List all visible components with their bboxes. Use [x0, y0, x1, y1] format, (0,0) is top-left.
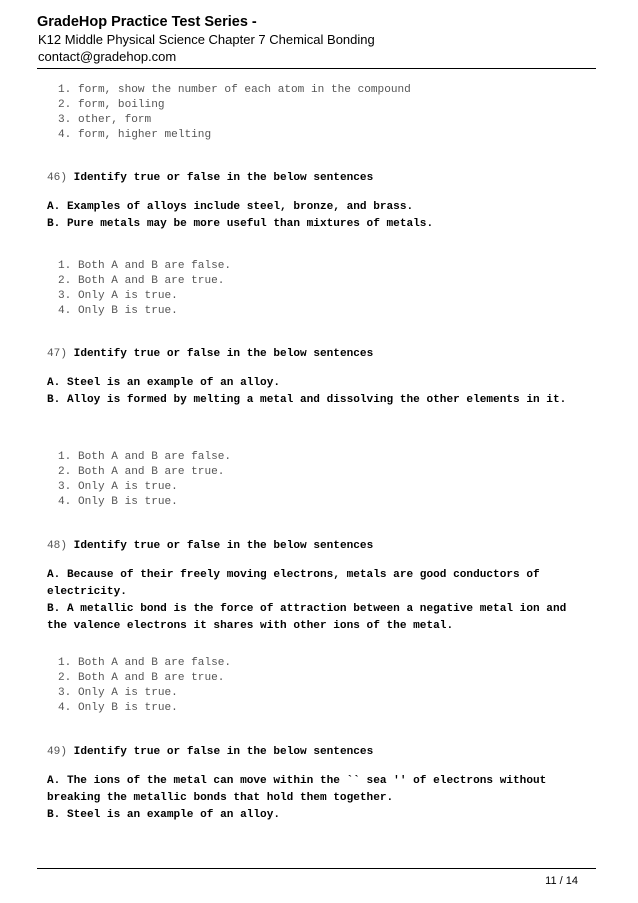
statement-b: B. Pure metals may be more useful than mixtures of metals.	[47, 218, 434, 230]
question-number: 49)	[47, 746, 67, 758]
header-rule	[37, 68, 596, 69]
option-item: 4. Only B is true.	[58, 305, 178, 317]
option-item: 4. form, higher melting	[58, 129, 212, 141]
header-subtitle: K12 Middle Physical Science Chapter 7 Chemical Bonding	[38, 32, 375, 47]
page-header	[37, 13, 597, 65]
question-47-options	[58, 450, 231, 510]
statement-a: A. Because of their freely moving electrons, metals are good conductors of electricity.	[47, 569, 540, 598]
question-48-statements	[47, 567, 582, 635]
statement-a: A. Examples of alloys include steel, bronze, and brass.	[47, 201, 414, 213]
question-46-statements	[47, 199, 582, 233]
option-item: 2. Both A and B are true.	[58, 672, 225, 684]
previous-question-options	[58, 83, 411, 143]
option-item: 3. Only A is true.	[58, 290, 178, 302]
page-number: 11 / 14	[545, 875, 578, 887]
question-47-heading	[47, 347, 373, 362]
statement-a: A. Steel is an example of an alloy.	[47, 377, 281, 389]
option-item: 4. Only B is true.	[58, 702, 178, 714]
question-48-options	[58, 656, 231, 716]
statement-b: B. Steel is an example of an alloy.	[47, 809, 281, 821]
option-item: 1. Both A and B are false.	[58, 451, 232, 463]
option-item: 2. Both A and B are true.	[58, 275, 225, 287]
option-item: 3. Only A is true.	[58, 481, 178, 493]
header-title: GradeHop Practice Test Series -	[37, 14, 257, 30]
question-46-heading	[47, 171, 373, 186]
question-49-statements	[47, 773, 582, 824]
option-item: 4. Only B is true.	[58, 496, 178, 508]
option-item: 1. Both A and B are false.	[58, 260, 232, 272]
option-item: 1. Both A and B are false.	[58, 657, 232, 669]
option-item: 3. other, form	[58, 114, 152, 126]
option-item: 3. Only A is true.	[58, 687, 178, 699]
statement-a: A. The ions of the metal can move within the `` sea '' of electrons without breaking the metallic bonds that hold them together.	[47, 775, 547, 804]
statement-b: B. A metallic bond is the force of attraction between a negative metal ion and the valence electrons it shares with other ions of the metal.	[47, 603, 567, 632]
header-contact: contact@gradehop.com	[38, 49, 177, 64]
option-item: 2. Both A and B are true.	[58, 466, 225, 478]
question-prompt: Identify true or false in the below sentences	[73, 746, 374, 758]
question-prompt: Identify true or false in the below sentences	[73, 172, 374, 184]
question-number: 48)	[47, 540, 67, 552]
question-number: 46)	[47, 172, 67, 184]
question-prompt: Identify true or false in the below sentences	[73, 540, 374, 552]
option-item: 2. form, boiling	[58, 99, 165, 111]
statement-b: B. Alloy is formed by melting a metal and dissolving the other elements in it.	[47, 394, 567, 406]
question-47-statements	[47, 375, 582, 409]
question-number: 47)	[47, 348, 67, 360]
question-prompt: Identify true or false in the below sentences	[73, 348, 374, 360]
question-48-heading	[47, 539, 373, 554]
footer-rule	[37, 868, 596, 869]
option-item: 1. form, show the number of each atom in the compound	[58, 84, 411, 96]
question-49-heading	[47, 745, 373, 760]
question-46-options	[58, 259, 231, 319]
